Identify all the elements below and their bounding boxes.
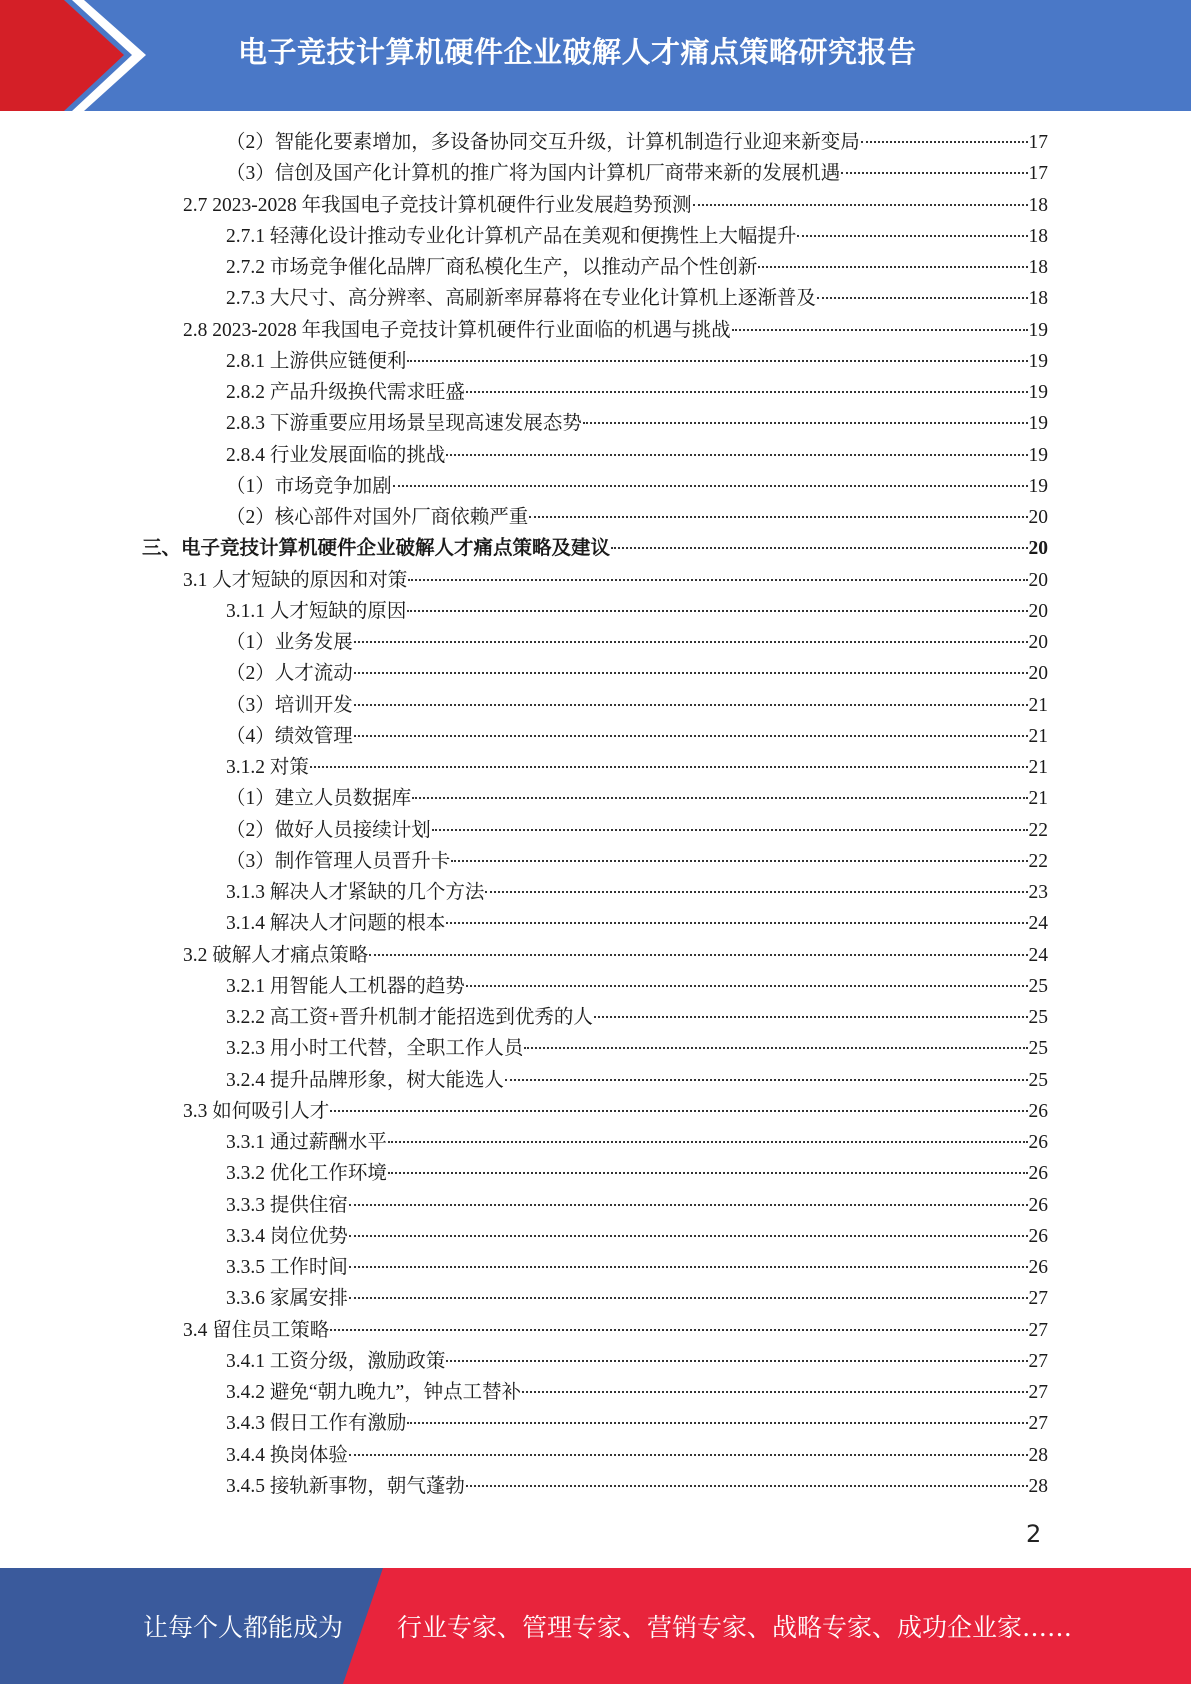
toc-entry-label: 3.2.4 提升品牌形象，树大能选人: [226, 1069, 504, 1091]
toc-entry[interactable]: [226, 346, 1048, 377]
toc-dot-leader: [611, 547, 1027, 549]
toc-entry-page: 27: [1028, 1288, 1048, 1310]
toc-entry-page: 20: [1028, 538, 1048, 560]
toc-entry-page: 27: [1028, 1413, 1048, 1435]
toc-entry[interactable]: [226, 846, 1048, 877]
toc-entry[interactable]: [226, 127, 1048, 158]
toc-entry-page: 26: [1028, 1257, 1048, 1278]
toc-entry[interactable]: [226, 1190, 1048, 1221]
toc-entry-label: 3.2 破解人才痛点策略: [183, 944, 369, 966]
toc-entry[interactable]: [226, 158, 1048, 189]
toc-entry-label: 3.3.2 优化工作环境: [226, 1163, 387, 1185]
toc-entry-label: 3.1.2 对策: [226, 757, 309, 778]
toc-entry-label: 3.4.2 避免“朝九晚九”，钟点工替补: [226, 1382, 522, 1403]
toc-entry-page: 24: [1028, 913, 1048, 935]
toc-entry[interactable]: [226, 1221, 1048, 1252]
toc-dot-leader: [797, 235, 1027, 237]
toc-entry-label: 3.2.2 高工资+晋升机制才能招选到优秀的人: [226, 1007, 593, 1028]
toc-entry[interactable]: [226, 440, 1048, 471]
toc-entry-page: 27: [1028, 1350, 1048, 1372]
toc-entry-page: 19: [1028, 382, 1048, 403]
toc-entry-page: 19: [1028, 444, 1048, 466]
toc-dot-leader: [505, 1079, 1028, 1081]
toc-entry-page: 19: [1028, 413, 1048, 435]
toc-entry-page: 26: [1028, 1194, 1048, 1216]
toc-entry[interactable]: [226, 658, 1048, 689]
report-title: 电子竞技计算机硬件企业破解人才痛点策略研究报告: [238, 35, 917, 69]
toc-entry-page: 26: [1028, 1100, 1048, 1122]
toc-entry-label: （2）核心部件对国外厂商依赖严重: [226, 507, 529, 528]
toc-entry-page: 27: [1028, 1319, 1048, 1341]
toc-entry-label: 3.4 留住员工策略: [183, 1319, 330, 1341]
toc-entry-label: 3.4.4 换岗体验: [226, 1444, 348, 1466]
report-header: [0, 0, 1191, 111]
toc-entry-page: 17: [1028, 132, 1048, 153]
toc-dot-leader: [861, 141, 1028, 143]
chevron-arrow-icon: [0, 0, 160, 111]
toc-entry-page: 25: [1028, 1069, 1048, 1091]
toc-entry-label: 2.7.2 市场竞争催化品牌厂商私模化生产，以推动产品个性创新: [226, 257, 758, 278]
toc-entry[interactable]: [183, 565, 1048, 596]
toc-entry-label: 3.2.3 用小时工代替，全职工作人员: [226, 1038, 524, 1060]
toc-dot-leader: [732, 329, 1028, 331]
toc-entry[interactable]: [226, 1127, 1048, 1158]
toc-entry-page: 18: [1028, 257, 1048, 278]
toc-entry-page: 26: [1028, 1225, 1048, 1247]
toc-dot-leader: [466, 985, 1028, 987]
toc-entry-page: 23: [1028, 882, 1048, 903]
toc-dot-leader: [354, 641, 1028, 643]
toc-entry-page: 19: [1028, 350, 1048, 372]
toc-entry[interactable]: [226, 1002, 1048, 1033]
toc-entry-label: （1）业务发展: [226, 632, 353, 653]
toc-entry[interactable]: [226, 1408, 1048, 1439]
toc-dot-leader: [693, 204, 1028, 206]
toc-entry-label: （4）绩效管理: [226, 725, 353, 747]
toc-entry[interactable]: [226, 1346, 1048, 1377]
toc-entry[interactable]: [226, 408, 1048, 439]
toc-entry[interactable]: [226, 908, 1048, 939]
toc-entry-page: 25: [1028, 975, 1048, 997]
toc-entry[interactable]: [226, 1065, 1048, 1096]
toc-dot-leader: [594, 1016, 1028, 1018]
toc-dot-leader: [466, 1485, 1028, 1487]
toc-entry-page: 22: [1028, 850, 1048, 872]
toc-entry-label: 2.7.1 轻薄化设计推动专业化计算机产品在美观和便携性上大幅提升: [226, 225, 797, 247]
toc-entry-page: 26: [1028, 1132, 1048, 1153]
toc-dot-leader: [369, 954, 1027, 956]
toc-entry[interactable]: [226, 1283, 1048, 1314]
toc-entry[interactable]: [226, 752, 1048, 783]
toc-entry-label: 3.3.1 通过薪酬水平: [226, 1132, 387, 1153]
toc-entry[interactable]: [183, 315, 1048, 346]
toc-entry[interactable]: [226, 815, 1048, 846]
toc-entry-label: 3.3.4 岗位优势: [226, 1225, 348, 1247]
toc-dot-leader: [407, 1422, 1027, 1424]
toc-entry-page: 21: [1028, 725, 1048, 747]
toc-entry[interactable]: [226, 252, 1048, 283]
toc-dot-leader: [529, 516, 1027, 518]
toc-entry[interactable]: [226, 471, 1048, 502]
toc-entry[interactable]: [183, 190, 1048, 221]
toc-entry-label: 3.1 人才短缺的原因和对策: [183, 569, 408, 591]
toc-dot-leader: [388, 1172, 1028, 1174]
toc-entry-page: 26: [1028, 1163, 1048, 1185]
toc-dot-leader: [817, 297, 1028, 299]
toc-entry[interactable]: [226, 1377, 1048, 1408]
toc-entry-label: 2.8 2023-2028 年我国电子竞技计算机硬件行业面临的机遇与挑战: [183, 319, 731, 341]
toc-dot-leader: [349, 1454, 1028, 1456]
toc-entry-label: （1）市场竞争加剧: [226, 475, 392, 497]
toc-entry[interactable]: [183, 1315, 1048, 1346]
toc-dot-leader: [349, 1297, 1028, 1299]
toc-entry[interactable]: [226, 971, 1048, 1002]
toc-entry-page: 25: [1028, 1038, 1048, 1060]
toc-dot-leader: [841, 172, 1027, 174]
toc-entry-label: 3.3 如何吸引人才: [183, 1100, 330, 1122]
toc-dot-leader: [524, 1047, 1027, 1049]
toc-entry-page: 19: [1028, 475, 1048, 497]
toc-dot-leader: [310, 766, 1028, 768]
toc-entry-label: 2.8.3 下游重要应用场景呈现高速发展态势: [226, 413, 582, 435]
toc-dot-leader: [446, 922, 1027, 924]
page-footer: [0, 1568, 1191, 1684]
toc-entry[interactable]: [226, 1440, 1048, 1471]
toc-entry[interactable]: [183, 1096, 1048, 1127]
toc-dot-leader: [354, 672, 1028, 674]
toc-entry[interactable]: [226, 783, 1048, 814]
toc-entry-label: （3）培训开发: [226, 694, 353, 716]
toc-entry-label: （1）建立人员数据库: [226, 788, 412, 810]
toc-entry-page: 21: [1028, 757, 1048, 778]
toc-entry-label: （2）智能化要素增加，多设备协同交互升级，计算机制造行业迎来新变局: [226, 132, 860, 153]
toc-entry-page: 20: [1028, 632, 1048, 653]
toc-entry-label: 3.1.4 解决人才问题的根本: [226, 913, 446, 935]
toc-dot-leader: [349, 1266, 1028, 1268]
toc-dot-leader: [451, 860, 1027, 862]
toc-entry-label: 2.7 2023-2028 年我国电子竞技计算机硬件行业发展趋势预测: [183, 194, 692, 216]
toc-dot-leader: [446, 454, 1027, 456]
toc-entry[interactable]: [226, 502, 1048, 533]
toc-dot-leader: [485, 891, 1027, 893]
toc-entry-label: 3.4.1 工资分级，激励政策: [226, 1350, 446, 1372]
toc-dot-leader: [407, 360, 1027, 362]
toc-dot-leader: [349, 1235, 1028, 1237]
toc-entry-label: （3）信创及国产化计算机的推广将为国内计算机厂商带来新的发展机遇: [226, 163, 841, 185]
toc-entry-label: 2.8.1 上游供应链便利: [226, 350, 407, 372]
toc-entry-label: 三、电子竞技计算机硬件企业破解人才痛点策略及建议: [142, 538, 611, 560]
toc-entry[interactable]: [226, 221, 1048, 252]
toc-entry-label: 3.2.1 用智能人工机器的趋势: [226, 975, 465, 997]
toc-entry-label: 3.3.3 提供住宿: [226, 1194, 348, 1216]
toc-dot-leader: [354, 735, 1028, 737]
toc-entry-label: 3.1.1 人才短缺的原因: [226, 600, 407, 622]
toc-entry-label: （2）人才流动: [226, 663, 353, 685]
toc-entry-page: 20: [1028, 569, 1048, 591]
toc-dot-leader: [330, 1329, 1027, 1331]
toc-entry-label: 3.4.5 接轨新事物，朝气蓬勃: [226, 1475, 465, 1497]
toc-entry-page: 21: [1028, 788, 1048, 810]
toc-entry-page: 19: [1028, 319, 1048, 341]
toc-dot-leader: [583, 422, 1028, 424]
footer-slogan-right: 行业专家、管理专家、营销专家、战略专家、成功企业家……: [397, 1613, 1073, 1642]
toc-entry[interactable]: [226, 877, 1048, 908]
toc-entry[interactable]: [226, 1471, 1048, 1502]
toc-dot-leader: [432, 829, 1028, 831]
toc-dot-leader: [388, 1141, 1028, 1143]
toc-entry-page: 28: [1028, 1444, 1048, 1466]
toc-entry-page: 21: [1028, 694, 1048, 716]
toc-entry-page: 25: [1028, 1007, 1048, 1028]
toc-dot-leader: [758, 266, 1027, 268]
toc-entry-page: 28: [1028, 1475, 1048, 1497]
toc-entry[interactable]: [183, 940, 1048, 971]
toc-entry-label: （3）制作管理人员晋升卡: [226, 850, 451, 872]
footer-slogan-left: 让每个人都能成为: [143, 1613, 344, 1642]
toc-entry[interactable]: [226, 1158, 1048, 1189]
toc-entry[interactable]: [226, 1252, 1048, 1283]
toc-dot-leader: [407, 610, 1027, 612]
toc-entry-label: 2.7.3 大尺寸、高分辨率、高刷新率屏幕将在专业化计算机上逐渐普及: [226, 288, 816, 310]
toc-entry[interactable]: [226, 283, 1048, 314]
page-number: 2: [1026, 1520, 1042, 1548]
toc-entry-page: 27: [1028, 1382, 1048, 1403]
toc-dot-leader: [522, 1391, 1027, 1393]
toc-entry[interactable]: [226, 596, 1048, 627]
toc-entry-page: 18: [1028, 225, 1048, 247]
toc-dot-leader: [446, 1360, 1027, 1362]
toc-entry-label: 2.8.4 行业发展面临的挑战: [226, 444, 446, 466]
toc-entry[interactable]: [226, 721, 1048, 752]
toc-entry-page: 20: [1028, 507, 1048, 528]
toc-entry[interactable]: [226, 627, 1048, 658]
toc-entry-label: 3.3.5 工作时间: [226, 1257, 348, 1278]
toc-entry[interactable]: [142, 533, 1048, 564]
toc-entry[interactable]: [226, 377, 1048, 408]
toc-entry-label: 3.3.6 家属安排: [226, 1288, 348, 1310]
toc-dot-leader: [354, 704, 1028, 706]
toc-entry-page: 22: [1028, 819, 1048, 841]
toc-dot-leader: [393, 485, 1028, 487]
toc-entry-label: 3.1.3 解决人才紧缺的几个方法: [226, 882, 485, 903]
toc-entry-label: 2.8.2 产品升级换代需求旺盛: [226, 382, 465, 403]
toc-entry-page: 20: [1028, 663, 1048, 685]
toc-entry-label: （2）做好人员接续计划: [226, 819, 431, 841]
toc-entry-label: 3.4.3 假日工作有激励: [226, 1413, 407, 1435]
toc-entry-page: 20: [1028, 600, 1048, 622]
toc-entry-page: 18: [1028, 194, 1048, 216]
toc-entry[interactable]: [226, 1033, 1048, 1064]
toc-dot-leader: [466, 391, 1028, 393]
toc-entry-page: 17: [1028, 163, 1048, 185]
toc-dot-leader: [349, 1204, 1028, 1206]
toc-entry[interactable]: [226, 690, 1048, 721]
toc-dot-leader: [412, 797, 1027, 799]
toc-entry-page: 24: [1028, 944, 1048, 966]
toc-entry-page: 18: [1028, 288, 1048, 310]
toc-dot-leader: [330, 1110, 1027, 1112]
toc-dot-leader: [408, 579, 1027, 581]
